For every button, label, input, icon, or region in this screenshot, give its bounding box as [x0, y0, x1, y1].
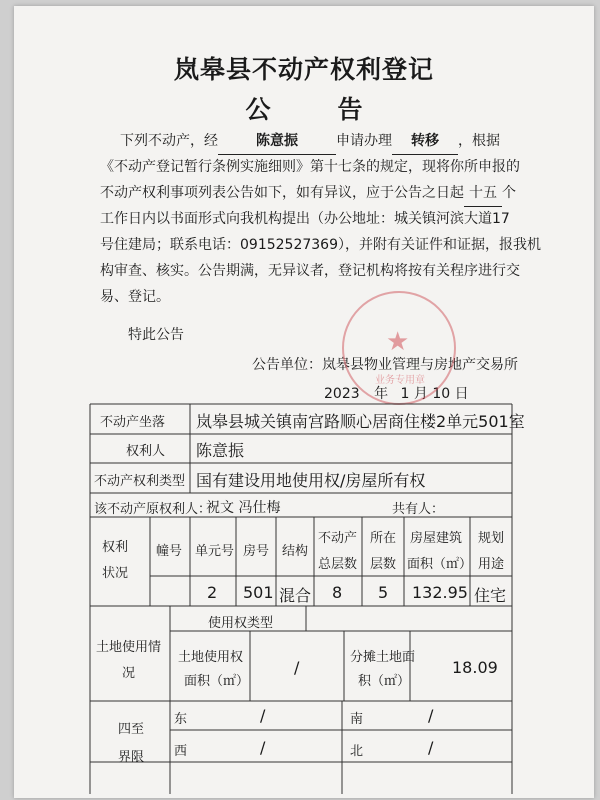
east-label: 东: [174, 712, 188, 727]
body-text-1c: ，根据: [458, 133, 500, 149]
subtitle-char-2: 告: [337, 95, 363, 124]
date-year-unit: 年: [374, 386, 389, 402]
closing-text: 特此公告: [128, 327, 184, 343]
objection-days: 十五: [464, 180, 502, 207]
shared-area-value: 18.09: [452, 658, 498, 677]
date-month: 1: [400, 386, 410, 402]
land-usage-label-2: 况: [122, 666, 136, 681]
col-building-header: 幢号: [156, 544, 183, 559]
right-type-label: 不动产权利类型: [94, 474, 186, 489]
original-owner-value: 祝文 冯仕梅: [206, 500, 281, 516]
notice-title: 岚皋县不动产权利登记: [173, 55, 434, 84]
col-floor-header-2: 层数: [370, 557, 397, 572]
co-owner-label: 共有人：: [392, 502, 445, 517]
north-label: 北: [350, 744, 364, 759]
notice-body: [120, 128, 540, 154]
west-value: /: [260, 738, 266, 757]
east-value: /: [260, 706, 266, 725]
col-unit-header: 单元号: [195, 544, 235, 559]
col-use-header-2: 用途: [478, 557, 505, 572]
land-area-label-1: 土地使用权: [178, 650, 244, 665]
shared-area-label-2: 积（㎡）: [358, 674, 411, 689]
issuing-unit-label: 公告单位：: [252, 357, 322, 373]
rights-status-label-1: 权利: [102, 540, 129, 555]
date-month-unit: 月: [413, 386, 428, 402]
north-value: /: [428, 738, 434, 757]
boundary-label-2: 界限: [118, 750, 145, 765]
col-structure-header: 结构: [282, 544, 309, 559]
seal-text: 业务专用章: [375, 375, 425, 386]
body-line-6: 构审查、核实。公告期满，无异议者，登记机构将按有关程序进行交: [100, 263, 520, 279]
applicant-name: 陈意振: [218, 128, 336, 155]
col-area-header-1: 房屋建筑: [410, 531, 463, 546]
body-line-7: 易、登记。: [100, 289, 170, 305]
land-area-label-2: 面积（㎡）: [184, 674, 250, 689]
area-value: 132.95: [412, 583, 468, 602]
owner-label: 权利人: [126, 444, 166, 459]
official-seal: [342, 291, 456, 405]
land-usage-label-1: 土地使用情: [96, 640, 162, 655]
west-label: 西: [174, 744, 188, 759]
floor-value: 5: [378, 583, 389, 602]
subtitle-char-1: 公: [245, 95, 271, 124]
shared-area-label-1: 分摊土地面: [350, 650, 416, 665]
col-floors-header-1: 不动产: [318, 531, 358, 546]
body-line-4: 工作日内以书面形式向我机构提出（办公地址：城关镇河滨大道17: [100, 211, 510, 227]
land-area-value: /: [294, 658, 300, 677]
owner-value: 陈意振: [196, 441, 245, 460]
body-text-3a: 不动产权利事项列表公告如下，如有异议，应于公告之日起: [100, 185, 464, 201]
col-room-header: 房号: [243, 544, 270, 559]
structure-value: 混合: [279, 586, 312, 605]
seal-star-icon: ★: [386, 327, 410, 357]
business-type: 转移: [392, 128, 458, 155]
unit-no-value: 2: [207, 583, 218, 602]
notice-subtitle: [14, 90, 594, 126]
date-day-unit: 日: [454, 386, 469, 402]
room-value: 501: [243, 583, 274, 602]
date-day: 10: [432, 386, 451, 402]
south-value: /: [428, 706, 434, 725]
body-text-3b: 个: [502, 185, 516, 201]
body-line-2: 《不动产登记暂行条例实施细则》第十七条的规定，现将你所申报的: [100, 159, 520, 175]
col-area-header-2: 面积（㎡）: [407, 557, 473, 572]
col-floor-header-1: 所在: [370, 531, 397, 546]
south-label: 南: [350, 712, 364, 727]
date-year: 2023: [324, 386, 360, 402]
body-line-5: 号住建局；联系电话：09152527369），并附有关证件和证据，报我机: [100, 237, 541, 253]
rights-status-label-2: 状况: [102, 566, 129, 581]
location-value: 岚皋县城关镇南宫路顺心居商住楼2单元501室: [196, 412, 525, 431]
use-value: 住宅: [474, 586, 507, 605]
body-text-1a: 下列不动产，经: [120, 133, 218, 149]
body-text-1b: 申请办理: [336, 133, 392, 149]
col-use-header-1: 规划: [478, 531, 505, 546]
location-label: 不动产坐落: [100, 415, 166, 430]
col-floors-header-2: 总层数: [318, 557, 358, 572]
total-floors-value: 8: [332, 583, 343, 602]
boundary-label-1: 四至: [118, 722, 145, 737]
notice-body-cont: [100, 154, 540, 310]
notice-paper: [14, 6, 594, 798]
original-owner-label: 该不动产原权利人：: [94, 502, 212, 517]
right-type-value: 国有建设用地使用权/房屋所有权: [196, 471, 426, 490]
land-use-type-label: 使用权类型: [208, 616, 274, 631]
issuing-unit-name: 岚皋县物业管理与房地产交易所: [322, 357, 518, 373]
